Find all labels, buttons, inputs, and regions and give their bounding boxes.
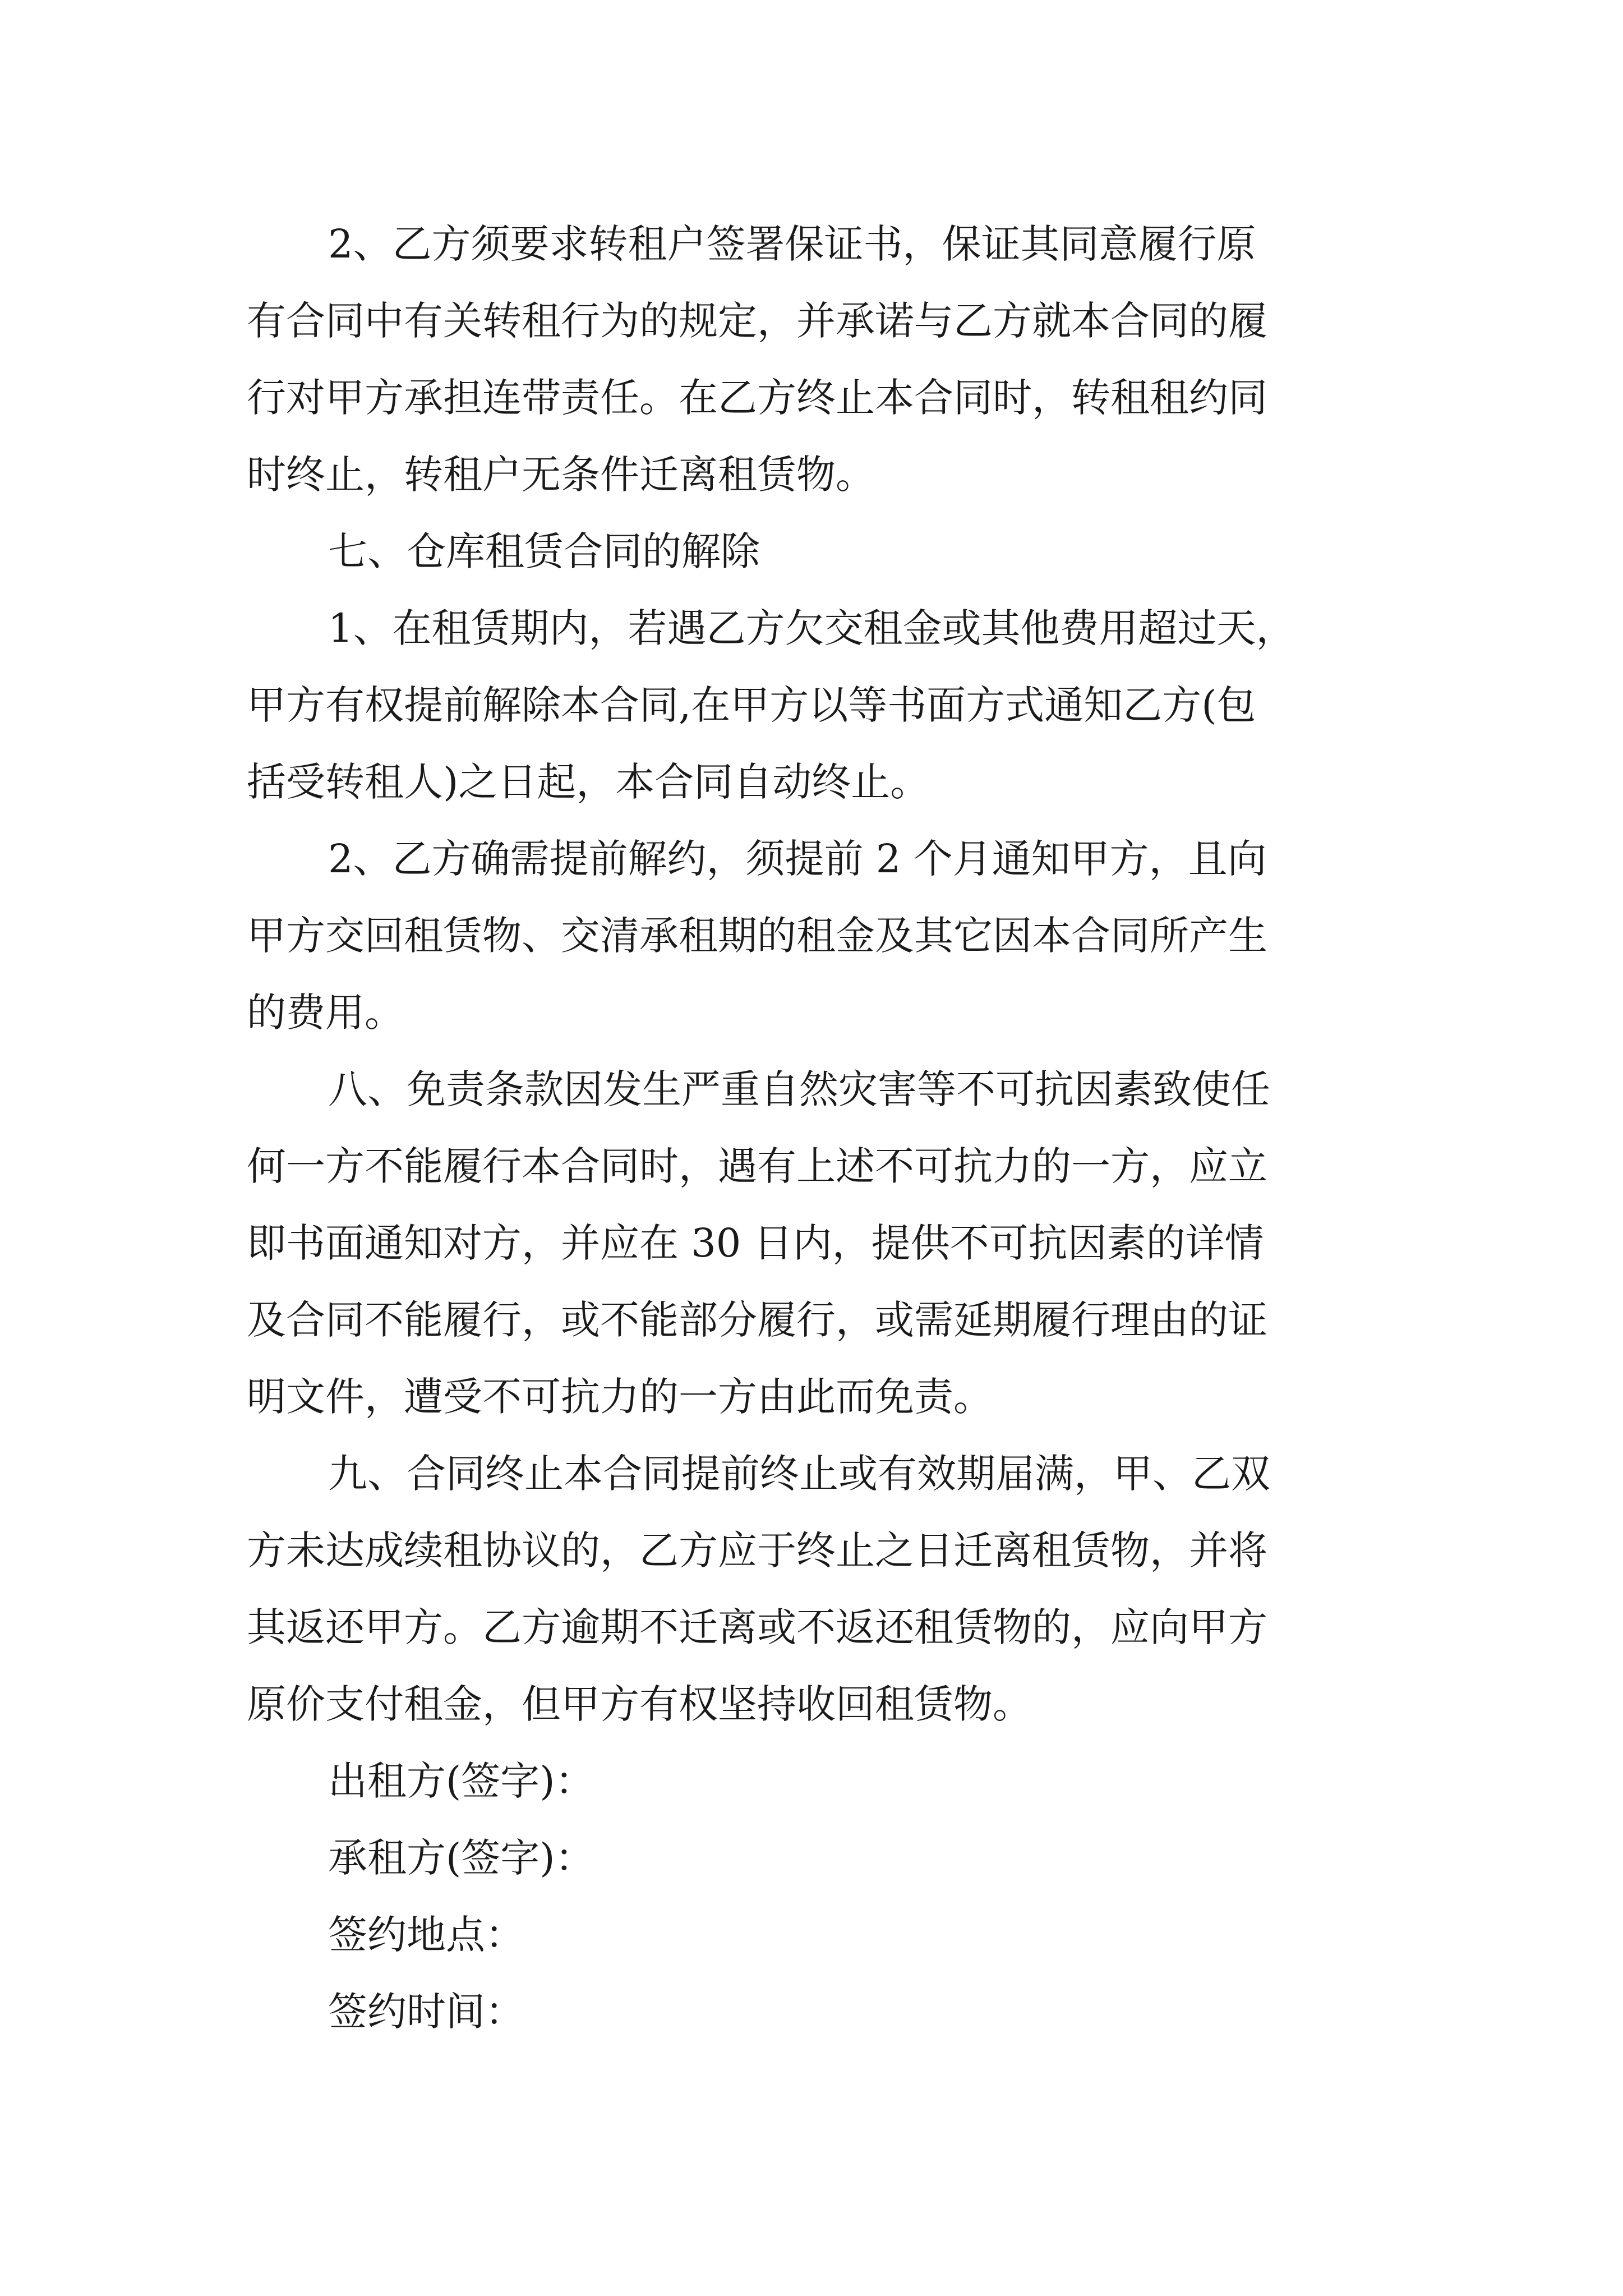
paragraph-line: 甲方交回租赁物、交清承租期的租金及其它因本合同所产生 xyxy=(247,913,1267,959)
paragraph-line: 八、免责条款因发生严重自然灾害等不可抗因素致使任 xyxy=(328,1066,1270,1112)
paragraph-line: 原价支付租金，但甲方有权坚持收回租赁物。 xyxy=(247,1681,1032,1727)
paragraph-line: 2、乙方确需提前解约，须提前 2 个月通知甲方，且向 xyxy=(328,836,1267,882)
paragraph-line: 2、乙方须要求转租户签署保证书，保证其同意履行原 xyxy=(328,221,1256,267)
lessor-signature-label: 出租方(签字)： xyxy=(328,1758,594,1804)
paragraph-line: 明文件，遭受不可抗力的一方由此而免责。 xyxy=(247,1374,993,1420)
paragraph-line: 甲方有权提前解除本合同,在甲方以等书面方式通知乙方(包 xyxy=(247,682,1256,728)
lessee-signature-label: 承租方(签字)： xyxy=(328,1835,594,1881)
signing-time-label: 签约时间： xyxy=(328,1989,524,2035)
paragraph-line: 九、合同终止本合同提前终止或有效期届满，甲、乙双 xyxy=(328,1451,1270,1497)
section-heading: 七、仓库租赁合同的解除 xyxy=(328,528,760,574)
paragraph-line: 1、在租赁期内，若遇乙方欠交租金或其他费用超过天， xyxy=(328,605,1295,651)
paragraph-line: 其返还甲方。乙方逾期不迁离或不返还租赁物的，应向甲方 xyxy=(247,1604,1267,1650)
paragraph-line: 括受转租人)之日起，本合同自动终止。 xyxy=(247,759,930,805)
paragraph-line: 的费用。 xyxy=(247,990,404,1036)
paragraph-line: 时终止，转租户无条件迁离租赁物。 xyxy=(247,452,875,498)
signing-place-label: 签约地点： xyxy=(328,1912,524,1958)
paragraph-line: 及合同不能履行，或不能部分履行，或需延期履行理由的证 xyxy=(247,1297,1267,1343)
paragraph-line: 有合同中有关转租行为的规定，并承诺与乙方就本合同的履 xyxy=(247,298,1267,344)
paragraph-line: 方未达成续租协议的，乙方应于终止之日迁离租赁物，并将 xyxy=(247,1527,1267,1573)
paragraph-line: 行对甲方承担连带责任。在乙方终止本合同时，转租租约同 xyxy=(247,375,1267,421)
paragraph-line: 即书面通知对方，并应在 30 日内，提供不可抗因素的详情 xyxy=(247,1220,1264,1266)
paragraph-line: 何一方不能履行本合同时，遇有上述不可抗力的一方，应立 xyxy=(247,1143,1267,1189)
